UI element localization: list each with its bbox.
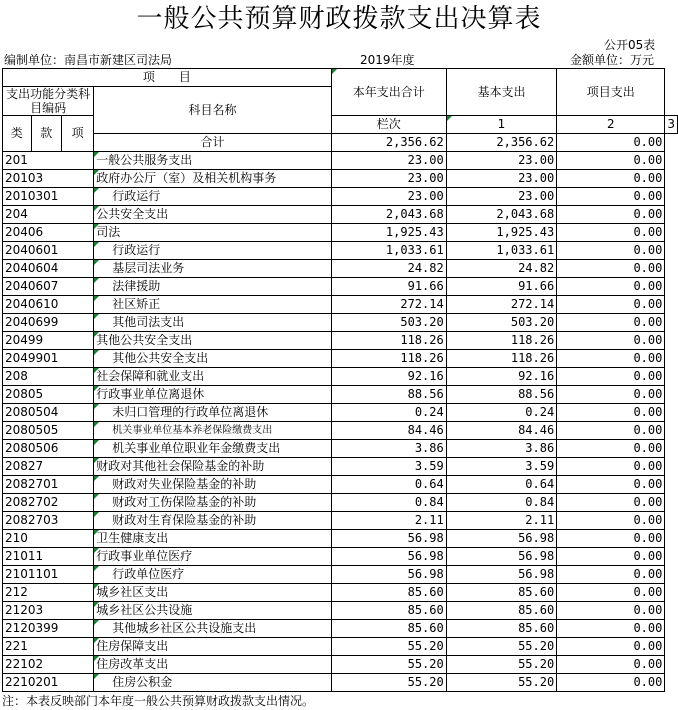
subject-name: 城乡社区公共设施 <box>94 602 331 620</box>
amount-project: 0.00 <box>557 638 665 656</box>
subject-code: 2040601 <box>3 242 94 260</box>
form-number: 公开05表 <box>604 38 656 52</box>
amount-basic: 55.20 <box>446 674 556 692</box>
subject-name: 行政运行 <box>94 242 331 260</box>
amount-basic: 85.60 <box>446 602 556 620</box>
amount-project: 0.00 <box>557 404 665 422</box>
subject-name: 社会保障和就业支出 <box>94 368 331 386</box>
amount-total: 92.16 <box>331 368 446 386</box>
amount-project: 0.00 <box>557 260 665 278</box>
amount-project: 0.00 <box>557 386 665 404</box>
subject-code: 2082703 <box>3 512 94 530</box>
amount-basic: 503.20 <box>446 314 556 332</box>
fiscal-year: 2019年度 <box>360 53 415 67</box>
amount-basic: 24.82 <box>446 260 556 278</box>
amount-total: 1,033.61 <box>331 242 446 260</box>
amount-basic: 118.26 <box>446 350 556 368</box>
compiling-unit: 编制单位：南昌市新建区司法局 <box>4 53 173 67</box>
subject-code: 2082702 <box>3 494 94 512</box>
amount-total: 56.98 <box>331 530 446 548</box>
subject-name: 行政事业单位离退休 <box>94 386 331 404</box>
amount-project: 0.00 <box>557 422 665 440</box>
table-row <box>3 296 678 314</box>
amount-total: 118.26 <box>331 350 446 368</box>
amount-basic: 118.26 <box>446 332 556 350</box>
subject-name: 住房改革支出 <box>94 656 331 674</box>
amount-basic: 56.98 <box>446 530 556 548</box>
amount-project: 0.00 <box>557 584 665 602</box>
amount-basic: 0.84 <box>446 494 556 512</box>
amount-project: 0.00 <box>557 440 665 458</box>
subject-name: 未归口管理的行政单位离退休 <box>94 404 331 422</box>
amount-project: 0.00 <box>557 350 665 368</box>
subject-code: 2080506 <box>3 440 94 458</box>
amount-total: 23.00 <box>331 188 446 206</box>
table-row <box>3 260 678 278</box>
subject-name: 政府办公厅（室）及相关机构事务 <box>94 170 331 188</box>
amount-project: 0.00 <box>557 332 665 350</box>
subject-name: 行政运行 <box>94 188 331 206</box>
amount-total: 84.46 <box>331 422 446 440</box>
table-row <box>3 314 678 332</box>
subject-code: 210 <box>3 530 94 548</box>
amount-total: 85.60 <box>331 584 446 602</box>
amount-basic: 85.60 <box>446 620 556 638</box>
sheet-title: 一般公共预算财政拨款支出决算表 <box>136 4 542 34</box>
amount-project: 0.00 <box>557 458 665 476</box>
subject-name: 机关事业单位职业年金缴费支出 <box>94 440 331 458</box>
table-row <box>3 494 678 512</box>
header-xiang: 项 <box>61 116 93 152</box>
amount-basic: 92.16 <box>446 368 556 386</box>
subject-code: 2040604 <box>3 260 94 278</box>
amount-total: 2.11 <box>331 512 446 530</box>
subject-name: 机关事业单位基本养老保险缴费支出 <box>94 422 331 440</box>
amount-total: 24.82 <box>331 260 446 278</box>
amount-basic: 56.98 <box>446 566 556 584</box>
amount-total: 55.20 <box>331 638 446 656</box>
amount-total: 56.98 <box>331 566 446 584</box>
amount-project: 0.00 <box>557 170 665 188</box>
header-lanci: 栏次 <box>331 116 446 134</box>
subject-name: 公共安全支出 <box>94 206 331 224</box>
amount-basic: 84.46 <box>446 422 556 440</box>
table-row <box>3 350 678 368</box>
subject-name: 一般公共服务支出 <box>94 152 331 170</box>
subject-code: 2040699 <box>3 314 94 332</box>
amount-total: 88.56 <box>331 386 446 404</box>
header-func-code: 支出功能分类科目编码 <box>3 87 94 116</box>
amount-project: 0.00 <box>557 188 665 206</box>
table-row <box>3 512 678 530</box>
amount-project: 0.00 <box>557 566 665 584</box>
table-row <box>3 566 678 584</box>
subject-code: 2080504 <box>3 404 94 422</box>
amount-basic: 2,043.68 <box>446 206 556 224</box>
amount-project: 0.00 <box>557 674 665 692</box>
subject-code: 2049901 <box>3 350 94 368</box>
subject-code: 22102 <box>3 656 94 674</box>
table-row <box>3 224 678 242</box>
subject-name: 住房保障支出 <box>94 638 331 656</box>
table-row <box>3 188 678 206</box>
total-label: 合计 <box>94 134 331 152</box>
column-number-3: 3 <box>665 116 678 134</box>
total-project: 0.00 <box>557 134 665 152</box>
amount-total: 0.64 <box>331 476 446 494</box>
amount-total: 1,925.43 <box>331 224 446 242</box>
subject-name: 财政对工伤保险基金的补助 <box>94 494 331 512</box>
amount-total: 3.59 <box>331 458 446 476</box>
subject-code: 20103 <box>3 170 94 188</box>
subject-name: 住房公积金 <box>94 674 331 692</box>
amount-basic: 1,925.43 <box>446 224 556 242</box>
amount-basic: 88.56 <box>446 386 556 404</box>
table-row <box>3 458 678 476</box>
table-row <box>3 332 678 350</box>
amount-basic: 56.98 <box>446 548 556 566</box>
subject-code: 20827 <box>3 458 94 476</box>
amount-project: 0.00 <box>557 656 665 674</box>
amount-unit: 金额单位：万元 <box>570 53 655 67</box>
total-basic: 2,356.62 <box>446 134 556 152</box>
table-row <box>3 170 678 188</box>
table-row <box>3 476 678 494</box>
amount-basic: 0.64 <box>446 476 556 494</box>
amount-total: 91.66 <box>331 278 446 296</box>
amount-project: 0.00 <box>557 494 665 512</box>
amount-basic: 3.59 <box>446 458 556 476</box>
table-row <box>3 674 678 692</box>
subject-code: 212 <box>3 584 94 602</box>
subject-code: 2082701 <box>3 476 94 494</box>
amount-total: 2,043.68 <box>331 206 446 224</box>
table-row <box>3 368 678 386</box>
subject-name: 司法 <box>94 224 331 242</box>
column-number-1: 1 <box>446 116 556 134</box>
amount-project: 0.00 <box>557 530 665 548</box>
subject-code: 2040607 <box>3 278 94 296</box>
subject-code: 21203 <box>3 602 94 620</box>
subject-code: 20406 <box>3 224 94 242</box>
total-row <box>3 134 678 152</box>
subject-code: 20805 <box>3 386 94 404</box>
subject-name: 其他公共安全支出 <box>94 350 331 368</box>
amount-total: 3.86 <box>331 440 446 458</box>
table-row <box>3 242 678 260</box>
footnote: 注：本表反映部门本年度一般公共预算财政拨款支出情况。 <box>2 694 315 708</box>
subject-code: 2101101 <box>3 566 94 584</box>
table-row <box>3 152 678 170</box>
subject-code: 2040610 <box>3 296 94 314</box>
header-basic: 基本支出 <box>446 69 556 116</box>
amount-total: 23.00 <box>331 152 446 170</box>
subject-name: 基层司法业务 <box>94 260 331 278</box>
amount-basic: 272.14 <box>446 296 556 314</box>
amount-total: 56.98 <box>331 548 446 566</box>
amount-basic: 23.00 <box>446 170 556 188</box>
table-row <box>3 440 678 458</box>
amount-basic: 91.66 <box>446 278 556 296</box>
amount-total: 85.60 <box>331 620 446 638</box>
header-xiangmu: 项 目 <box>3 69 332 87</box>
subject-code: 2010301 <box>3 188 94 206</box>
header-project: 项目支出 <box>557 69 665 116</box>
amount-total: 503.20 <box>331 314 446 332</box>
subject-code: 2120399 <box>3 620 94 638</box>
amount-project: 0.00 <box>557 476 665 494</box>
subject-name: 行政单位医疗 <box>94 566 331 584</box>
header-lei: 类 <box>3 116 32 152</box>
table-row <box>3 548 678 566</box>
subject-name: 其他城乡社区公共设施支出 <box>94 620 331 638</box>
amount-project: 0.00 <box>557 314 665 332</box>
subject-name: 社区矫正 <box>94 296 331 314</box>
subject-code: 2210201 <box>3 674 94 692</box>
subject-code: 21011 <box>3 548 94 566</box>
table-row <box>3 206 678 224</box>
amount-project: 0.00 <box>557 152 665 170</box>
subject-name: 行政事业单位医疗 <box>94 548 331 566</box>
amount-total: 85.60 <box>331 602 446 620</box>
amount-project: 0.00 <box>557 206 665 224</box>
amount-project: 0.00 <box>557 548 665 566</box>
amount-project: 0.00 <box>557 242 665 260</box>
subject-code: 221 <box>3 638 94 656</box>
amount-basic: 55.20 <box>446 638 556 656</box>
amount-basic: 0.24 <box>446 404 556 422</box>
table-row <box>3 386 678 404</box>
header-kuan: 款 <box>31 116 61 152</box>
table-row <box>3 602 678 620</box>
amount-project: 0.00 <box>557 296 665 314</box>
header-row-1 <box>3 69 678 87</box>
subject-code: 208 <box>3 368 94 386</box>
amount-basic: 2.11 <box>446 512 556 530</box>
amount-total: 272.14 <box>331 296 446 314</box>
amount-total: 0.84 <box>331 494 446 512</box>
subject-name: 卫生健康支出 <box>94 530 331 548</box>
amount-total: 118.26 <box>331 332 446 350</box>
subject-name: 城乡社区支出 <box>94 584 331 602</box>
subject-code: 204 <box>3 206 94 224</box>
amount-total: 55.20 <box>331 656 446 674</box>
header-subject-name: 科目名称 <box>94 87 331 134</box>
table-row <box>3 620 678 638</box>
amount-basic: 3.86 <box>446 440 556 458</box>
subject-name: 财政对失业保险基金的补助 <box>94 476 331 494</box>
table-row <box>3 584 678 602</box>
subject-name: 法律援助 <box>94 278 331 296</box>
amount-basic: 1,033.61 <box>446 242 556 260</box>
subject-code: 2080505 <box>3 422 94 440</box>
header-total: 本年支出合计 <box>331 69 446 116</box>
table-row <box>3 422 678 440</box>
column-number-2: 2 <box>557 116 665 134</box>
subject-name: 财政对其他社会保险基金的补助 <box>94 458 331 476</box>
subject-name: 财政对生育保险基金的补助 <box>94 512 331 530</box>
subject-name: 其他公共安全支出 <box>94 332 331 350</box>
table-row <box>3 530 678 548</box>
amount-total: 0.24 <box>331 404 446 422</box>
amount-project: 0.00 <box>557 278 665 296</box>
amount-project: 0.00 <box>557 368 665 386</box>
amount-basic: 85.60 <box>446 584 556 602</box>
amount-basic: 23.00 <box>446 188 556 206</box>
amount-project: 0.00 <box>557 620 665 638</box>
expenditure-table <box>2 68 678 692</box>
amount-project: 0.00 <box>557 512 665 530</box>
total-amount: 2,356.62 <box>331 134 446 152</box>
subject-code: 201 <box>3 152 94 170</box>
amount-basic: 23.00 <box>446 152 556 170</box>
amount-total: 55.20 <box>331 674 446 692</box>
table-row <box>3 638 678 656</box>
table-row <box>3 404 678 422</box>
amount-total: 23.00 <box>331 170 446 188</box>
table-row <box>3 278 678 296</box>
subject-name: 其他司法支出 <box>94 314 331 332</box>
subject-code: 20499 <box>3 332 94 350</box>
table-row <box>3 656 678 674</box>
amount-project: 0.00 <box>557 602 665 620</box>
amount-basic: 55.20 <box>446 656 556 674</box>
amount-project: 0.00 <box>557 224 665 242</box>
